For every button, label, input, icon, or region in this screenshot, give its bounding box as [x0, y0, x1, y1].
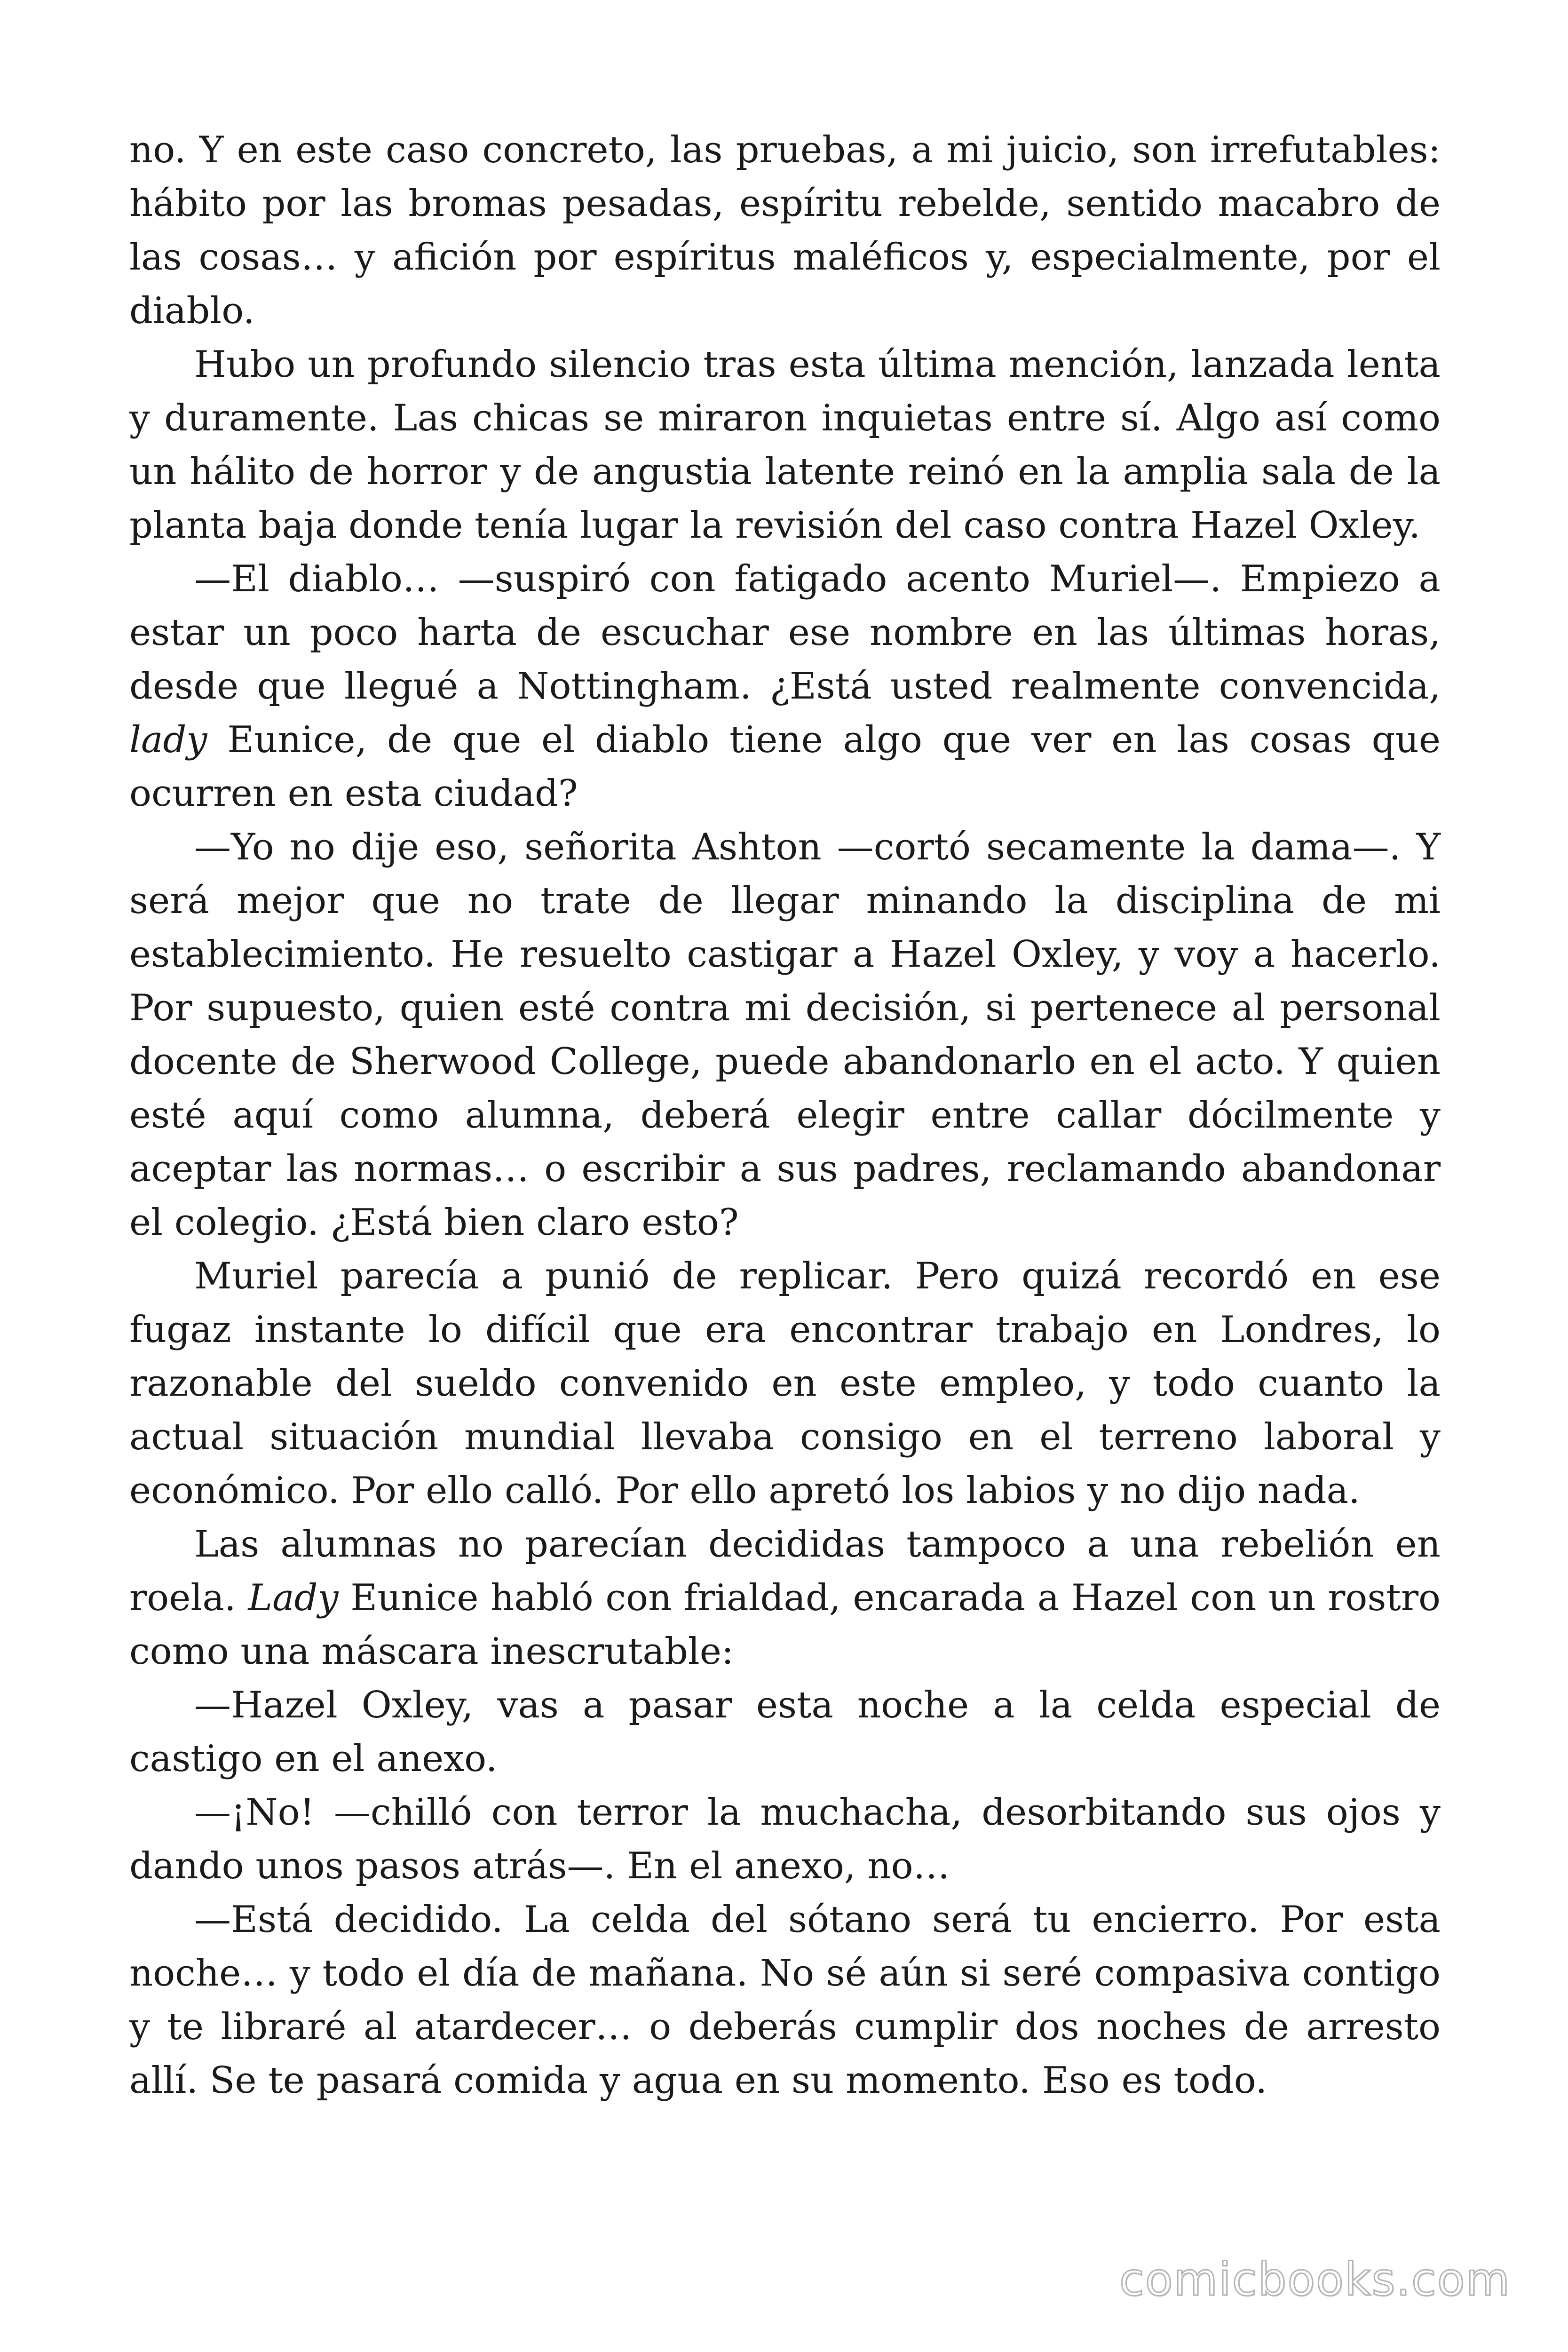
text-run: Eunice, de que el diablo tiene algo que ver en las cosas que ocurren en esta ciudad?	[129, 719, 1441, 815]
paragraph	[129, 123, 1441, 338]
italic-text: Lady	[248, 1577, 339, 1619]
paragraph	[129, 338, 1441, 552]
text-run: —Está decidido. La celda del sótano será tu encierro. Por esta noche… y todo el día de mañana. No sé aún si seré compasiva contigo y te libraré al atardecer… o deberás cumplir dos noches de arresto allí. Se te pasará comida y agua en su momento. Eso es todo.	[129, 1899, 1441, 2102]
text-run: Muriel parecía a punió de replicar. Pero quizá recordó en ese fugaz instante lo difícil que era encontrar trabajo en Londres, lo razonable del sueldo convenido en este empleo, y todo cuanto la actual situación mundial llevaba consigo en el terreno laboral y económico. Por ello calló. Por ello apretó los labios y no dijo nada.	[129, 1255, 1441, 1512]
text-run: —Hazel Oxley, vas a pasar esta noche a la celda especial de castigo en el anexo.	[129, 1684, 1441, 1780]
paragraph	[129, 1893, 1441, 2107]
paragraph	[129, 1249, 1441, 1518]
text-run: —Yo no dije eso, señorita Ashton —cortó secamente la dama—. Y será mejor que no trate de llegar minando la disciplina de mi establecimiento. He resuelto castigar a Hazel Oxley, y voy a hacerlo. Por supuesto, quien esté contra mi decisión, si pertenece al personal docente de Sherwood College, puede abandonarlo en el acto. Y quien esté aquí como alumna, deberá elegir entre callar dócilmente y aceptar las normas… o escribir a sus padres, reclamando abandonar el colegio. ¿Está bien claro esto?	[129, 826, 1441, 1244]
body-text	[129, 123, 1441, 2107]
text-run: Eunice habló con frialdad, encarada a Hazel con un rostro como una máscara inescrutable:	[129, 1577, 1441, 1673]
paragraph	[129, 1678, 1441, 1786]
text-run: Hubo un profundo silencio tras esta última mención, lanzada lenta y duramente. Las chicas se miraron inquietas entre sí. Algo así como un hálito de horror y de angustia latente reinó en la amplia sala de la planta baja donde tenía lugar la revisión del caso contra Hazel Oxley.	[129, 343, 1441, 547]
text-run: —¡No! —chilló con terror la muchacha, desorbitando sus ojos y dando unos pasos atrás—. En el anexo, no…	[129, 1791, 1441, 1887]
text-run: Las alumnas no parecían decididas tampoco a una rebelión en roela.	[129, 1523, 1441, 1619]
paragraph	[129, 820, 1441, 1249]
italic-text: lady	[129, 719, 207, 761]
paragraph	[129, 552, 1441, 820]
paragraph	[129, 1786, 1441, 1893]
text-run: —El diablo… —suspiró con fatigado acento Muriel—. Empiezo a estar un poco harta de escuchar ese nombre en las últimas horas, desde que llegué a Nottingham. ¿Está usted realmente convencida,	[129, 558, 1441, 707]
paragraph	[129, 1518, 1441, 1678]
text-run: no. Y en este caso concreto, las pruebas, a mi juicio, son irrefutables: hábito por las bromas pesadas, espíritu rebelde, sentido macabro de las cosas… y afición por espíritus maléficos y, especialmente, por el diablo.	[129, 129, 1441, 332]
watermark: comicbooks.com	[1119, 2253, 1511, 2306]
